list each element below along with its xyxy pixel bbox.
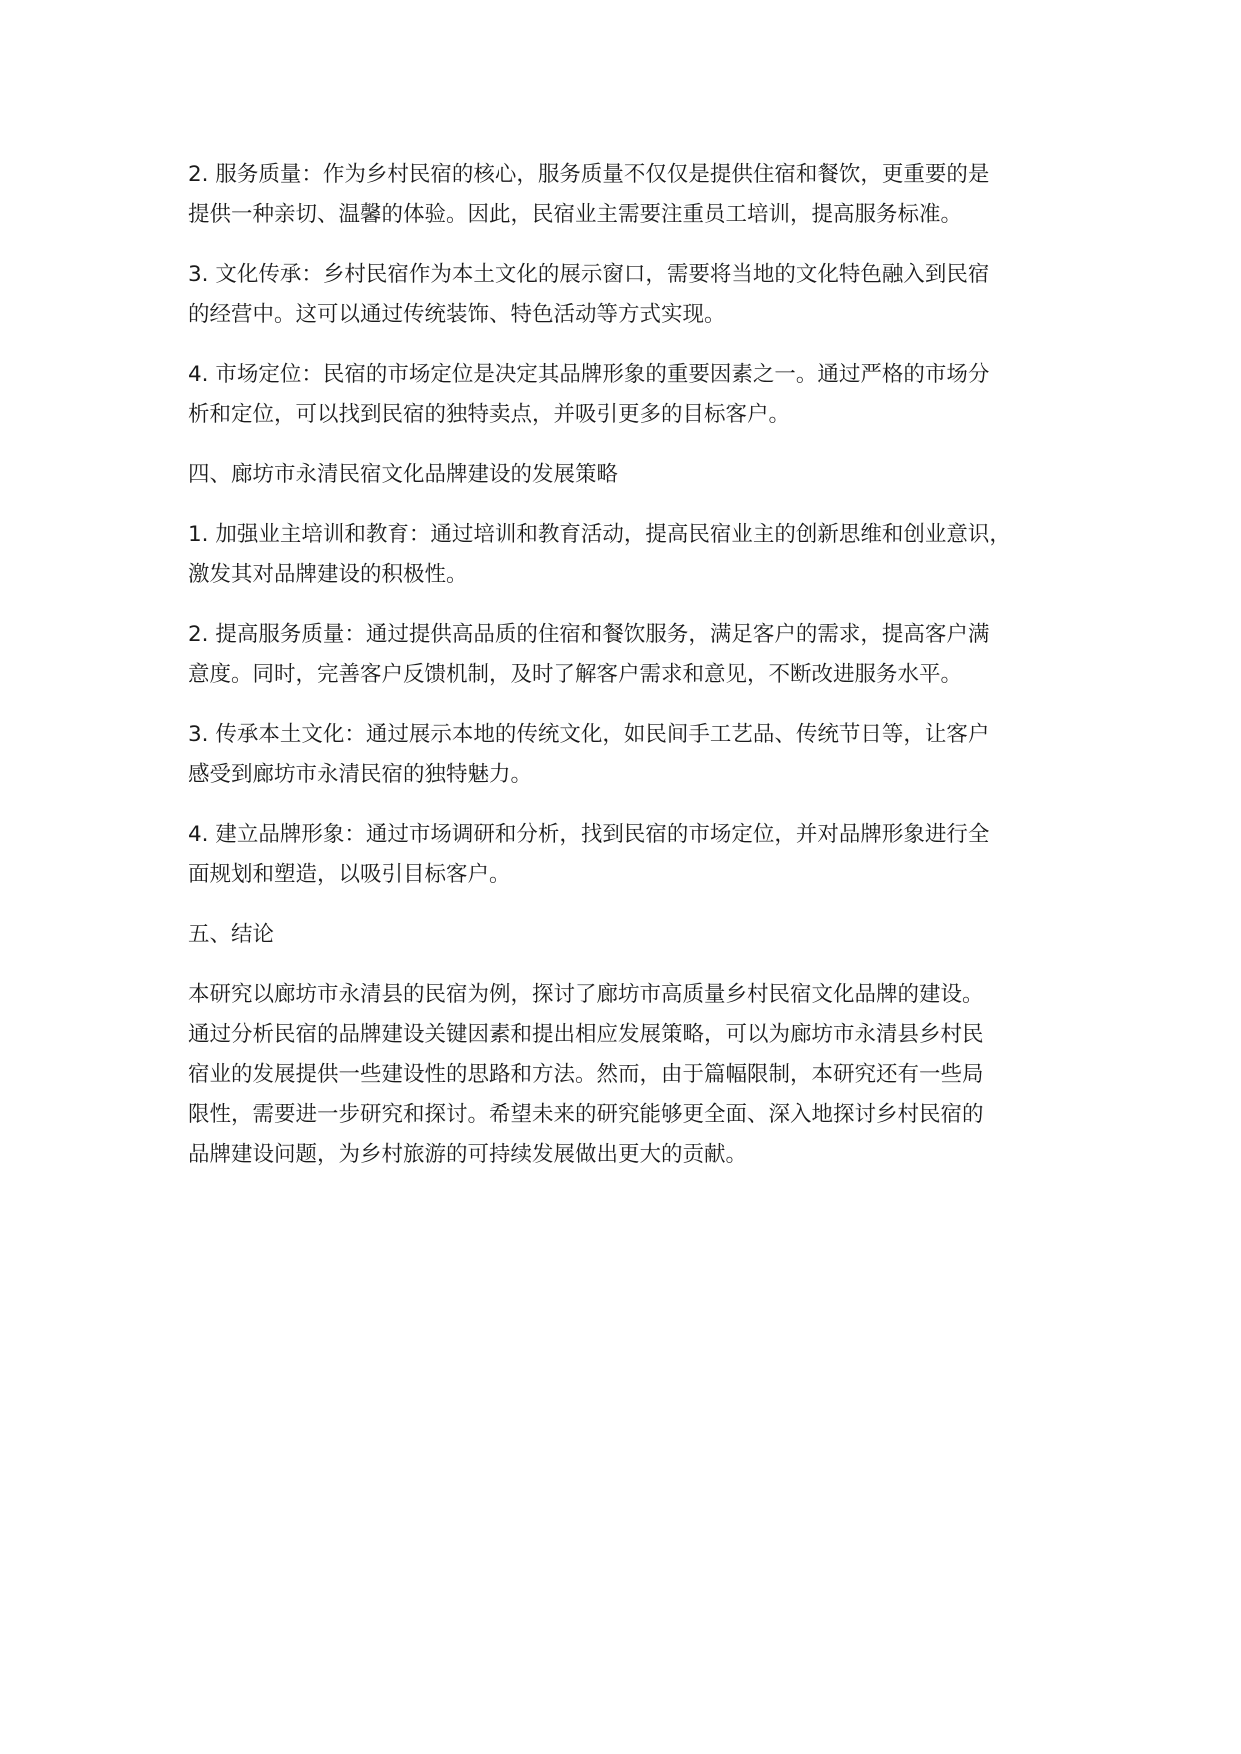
paragraph-local-culture: 3. 传承本土文化：通过展示本地的传统文化，如民间手工艺品、传统节日等，让客户 感受到廊坊市永清民宿的独特魅力。	[188, 722, 990, 787]
document-body	[188, 155, 1083, 1195]
paragraph-owner-training: 1. 加强业主培训和教育：通过培训和教育活动，提高民宿业主的创新思维和创业意识， 激发其对品牌建设的积极性。	[188, 522, 1011, 587]
section-heading-conclusion: 五、结论	[188, 922, 275, 947]
paragraph-brand-image: 4. 建立品牌形象：通过市场调研和分析，找到民宿的市场定位，并对品牌形象进行全 面规划和塑造，以吸引目标客户。	[188, 822, 990, 887]
paragraph-cultural-heritage: 3. 文化传承：乡村民宿作为本土文化的展示窗口，需要将当地的文化特色融入到民宿 的经营中。这可以通过传统装饰、特色活动等方式实现。	[188, 262, 990, 327]
section-heading-strategies: 四、廊坊市永清民宿文化品牌建设的发展策略	[188, 462, 619, 487]
paragraph-conclusion: 本研究以廊坊市永清县的民宿为例，探讨了廊坊市高质量乡村民宿文化品牌的建设。 通过分析民宿的品牌建设关键因素和提出相应发展策略，可以为廊坊市永清县乡村民 宿业的发展提供一些建设性的思路和方法。然而，由于篇幅限制，本研究还有一些局 限性，需要进一步研究和探讨。希望未来的研究能够更全面、深入地探讨乡村民宿的 品牌建设问题，为乡村旅游的可持续发展做出更大的贡献。	[188, 982, 984, 1167]
paragraph-service-quality: 2. 服务质量：作为乡村民宿的核心，服务质量不仅仅是提供住宿和餐饮，更重要的是 提供一种亲切、温馨的体验。因此，民宿业主需要注重员工培训，提高服务标准。	[188, 162, 990, 227]
paragraph-improve-service: 2. 提高服务质量：通过提供高品质的住宿和餐饮服务，满足客户的需求，提高客户满 意度。同时，完善客户反馈机制，及时了解客户需求和意见，不断改进服务水平。	[188, 622, 990, 687]
paragraph-market-positioning: 4. 市场定位：民宿的市场定位是决定其品牌形象的重要因素之一。通过严格的市场分 析和定位，可以找到民宿的独特卖点，并吸引更多的目标客户。	[188, 362, 990, 427]
